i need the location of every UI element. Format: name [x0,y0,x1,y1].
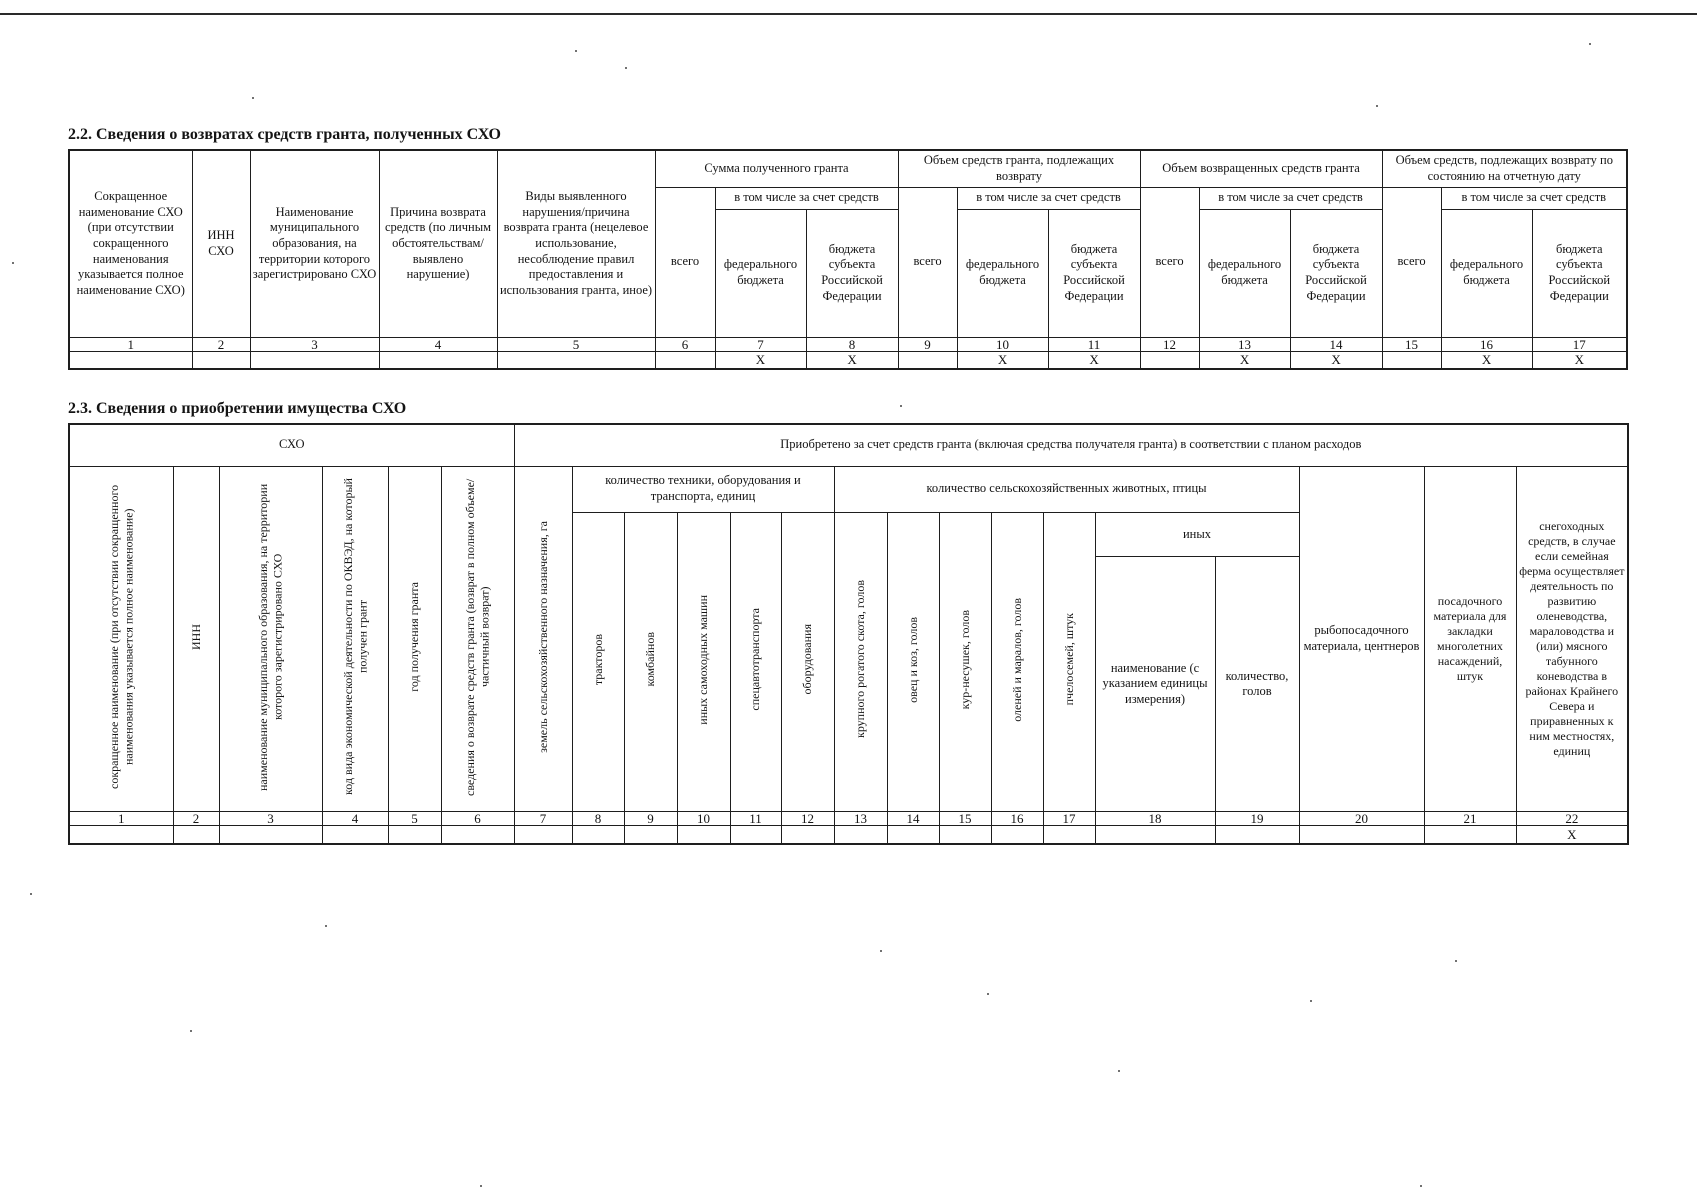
section-title-returns: 2.2. Сведения о возвратах средств гранта, полученных СХО [68,126,501,143]
column-number: 11 [730,812,781,826]
x-mark: X [1532,351,1627,369]
data-row [69,351,1627,369]
data-cell[interactable] [388,826,441,844]
column-number: 15 [1382,337,1441,351]
header-cattle: крупного рогатого скота, голов [853,580,868,739]
column-number: 9 [898,337,957,351]
data-cell[interactable] [322,826,388,844]
data-cell[interactable] [379,351,497,369]
column-number: 3 [250,337,379,351]
data-cell[interactable] [173,826,219,844]
header-sub: в том числе за счет средств [1441,187,1627,209]
scan-speck [625,67,627,69]
column-number: 4 [379,337,497,351]
scan-speck [30,893,32,895]
column-numbers-row [69,337,1627,351]
data-cell[interactable] [677,826,730,844]
data-cell[interactable] [624,826,677,844]
data-cell[interactable] [887,826,939,844]
data-cell[interactable] [219,826,322,844]
column-number: 13 [1199,337,1290,351]
header-other-count: количество, голов [1215,557,1299,812]
header-other-machines: иных самоходных машин [696,594,711,725]
header-laying-hens: кур-несушек, голов [957,609,972,710]
column-number: 17 [1532,337,1627,351]
column-number: 12 [781,812,834,826]
header-grant-received: Сумма полученного гранта [655,150,898,187]
scan-speck [252,97,254,99]
header-tractors: тракторов [590,633,605,686]
data-cell[interactable] [1382,351,1441,369]
header-regional: бюджета субъекта Российской Федерации [1290,209,1382,337]
column-number: 8 [806,337,898,351]
data-cell[interactable] [1299,826,1424,844]
header-equipment: оборудования [800,624,815,695]
scan-speck [190,1030,192,1032]
column-number: 8 [572,812,624,826]
data-cell[interactable] [655,351,715,369]
scan-speck [325,925,327,927]
header-tech-group: количество техники, оборудования и транспорта, единиц [572,466,834,512]
scan-speck [1589,43,1591,45]
column-number: 18 [1095,812,1215,826]
column-number: 7 [715,337,806,351]
header-federal: федерального бюджета [957,209,1048,337]
header-agri-land: земель сельскохозяйственного назначения, га [535,520,550,753]
header-okved: код вида экономической деятельности по ОКВЭД, на который получен грант [340,478,369,795]
scan-speck [880,950,882,952]
scan-speck [1118,1070,1120,1072]
column-number: 16 [1441,337,1532,351]
data-cell[interactable] [514,826,572,844]
header-total: всего [655,187,715,337]
scan-speck [900,405,902,407]
column-number: 15 [939,812,991,826]
scan-speck [987,993,989,995]
column-number: 20 [1299,812,1424,826]
header-inn: ИНН СХО [192,150,250,337]
header-return-reason: Причина возврата средств (по личным обстоятельствам/ выявлено нарушение) [379,150,497,337]
header-deer: оленей и маралов, голов [1009,597,1024,722]
data-cell[interactable] [1215,826,1299,844]
header-planting-material: посадочного материала для закладки многолетних насаждений, штук [1424,466,1516,812]
header-short-name: Сокращенное наименование СХО (при отсутствии сокращенного наименования указывается полное наименование СХО) [69,150,192,337]
column-number: 6 [441,812,514,826]
header-return-info: сведения о возврате средств гранта (возврат в полном объеме/частичный возврат) [463,477,492,796]
header-grant-remaining: Объем средств, подлежащих возврату по состоянию на отчетную дату [1382,150,1627,187]
data-cell[interactable] [441,826,514,844]
data-cell[interactable] [1424,826,1516,844]
acquisitions-table [68,423,1629,845]
section-title-acquisitions: 2.3. Сведения о приобретении имущества СХО [68,400,407,417]
column-number: 2 [173,812,219,826]
header-acquired-group: Приобретено за счет средств гранта (включая средства получателя гранта) в соответствии с планом расходов [514,424,1628,466]
scan-speck [1420,1185,1422,1187]
column-number: 16 [991,812,1043,826]
header-sub: в том числе за счет средств [715,187,898,209]
header-sxo-group: СХО [69,424,514,466]
returns-table [68,149,1628,370]
header-total: всего [1140,187,1199,337]
header-combines: комбайнов [643,632,658,687]
column-number: 2 [192,337,250,351]
header-federal: федерального бюджета [715,209,806,337]
scan-speck [1376,105,1378,107]
column-number: 5 [388,812,441,826]
column-number: 3 [219,812,322,826]
data-cell[interactable] [898,351,957,369]
column-number: 22 [1516,812,1628,826]
column-number: 12 [1140,337,1199,351]
x-mark: X [715,351,806,369]
scan-border-line [0,13,1697,15]
column-number: 10 [957,337,1048,351]
x-mark: X [1048,351,1140,369]
header-inn: ИНН [188,623,203,650]
header-special-vehicles: спецавтотранспорта [748,608,763,711]
header-grant-returned: Объем возвращенных средств гранта [1140,150,1382,187]
scan-speck [575,50,577,52]
column-number: 14 [887,812,939,826]
header-regional: бюджета субъекта Российской Федерации [806,209,898,337]
x-mark: X [1290,351,1382,369]
header-regional: бюджета субъекта Российской Федерации [1532,209,1627,337]
column-number: 9 [624,812,677,826]
data-cell[interactable] [1043,826,1095,844]
column-number: 6 [655,337,715,351]
header-total: всего [898,187,957,337]
data-cell[interactable] [1095,826,1215,844]
header-sub: в том числе за счет средств [1199,187,1382,209]
header-fish-material: рыбопосадочного материала, центнеров [1299,466,1424,812]
data-cell[interactable] [730,826,781,844]
scan-speck [12,262,14,264]
header-total: всего [1382,187,1441,337]
column-number: 19 [1215,812,1299,826]
data-cell[interactable] [572,826,624,844]
header-sheep-goats: овец и коз, голов [905,616,920,703]
data-cell[interactable] [991,826,1043,844]
data-cell[interactable] [781,826,834,844]
header-grant-to-return: Объем средств гранта, подлежащих возврату [898,150,1140,187]
x-mark: X [1516,826,1628,844]
header-municipality: Наименование муниципального образования, на территории которого зарегистрировано СХО [250,150,379,337]
data-cell[interactable] [69,351,192,369]
header-other-name: наименование (с указанием единицы измерения) [1095,557,1215,812]
column-number: 4 [322,812,388,826]
x-mark: X [1441,351,1532,369]
header-other-animals: иных [1095,512,1299,557]
header-federal: федерального бюджета [1199,209,1290,337]
scan-speck [1455,960,1457,962]
data-cell[interactable] [69,826,173,844]
column-numbers-row [69,812,1628,826]
column-number: 5 [497,337,655,351]
column-number: 1 [69,812,173,826]
x-mark: X [957,351,1048,369]
column-number: 11 [1048,337,1140,351]
scan-speck [1310,1000,1312,1002]
data-cell[interactable] [497,351,655,369]
header-bee-colonies: пчелосемей, штук [1061,613,1076,706]
header-municipality: наименование муниципального образования, на территории которого зарегистрировано СХО [256,482,285,791]
data-cell[interactable] [1140,351,1199,369]
column-number: 14 [1290,337,1382,351]
scan-speck [480,1185,482,1187]
data-cell[interactable] [250,351,379,369]
data-cell[interactable] [192,351,250,369]
data-cell[interactable] [834,826,887,844]
column-number: 7 [514,812,572,826]
column-number: 21 [1424,812,1516,826]
header-regional: бюджета субъекта Российской Федерации [1048,209,1140,337]
header-snowmobiles: снегоходных средств, в случае если семейная ферма осуществляет деятельность по развитию оленеводства, мараловодства и (или) мясного табунного коневодства в районах Крайнего Севера и приравненных к ним местностях, единиц [1516,466,1628,812]
header-short-name: сокращенное наименование (при отсутствии сокращенного наименования указывается полное наименование) [106,484,136,789]
data-row [69,826,1628,844]
x-mark: X [806,351,898,369]
header-federal: федерального бюджета [1441,209,1532,337]
column-number: 1 [69,337,192,351]
header-violation-type: Виды выявленного нарушения/причина возврата гранта (нецелевое использование, несоблюдение правил предоставления и использования гранта, иное) [497,150,655,337]
header-sub: в том числе за счет средств [957,187,1140,209]
data-cell[interactable] [939,826,991,844]
column-number: 13 [834,812,887,826]
x-mark: X [1199,351,1290,369]
header-grant-year: год получения гранта [407,581,422,692]
header-animals-group: количество сельскохозяйственных животных, птицы [834,466,1299,512]
column-number: 10 [677,812,730,826]
column-number: 17 [1043,812,1095,826]
